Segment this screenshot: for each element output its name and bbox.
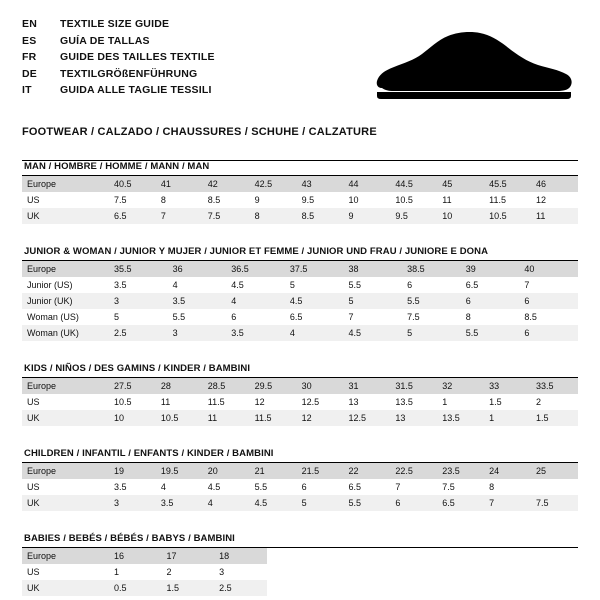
- cell: 4.5: [344, 325, 403, 341]
- cell: 13: [390, 410, 437, 426]
- cell: 9: [343, 208, 390, 224]
- cell: 0.5: [109, 580, 162, 596]
- cell: 5.5: [461, 325, 520, 341]
- cell: 17: [162, 548, 215, 564]
- cell: 25: [531, 463, 578, 479]
- cell: 3.5: [156, 495, 203, 511]
- table-row: [22, 410, 578, 426]
- cell: 29.5: [250, 378, 297, 394]
- language-title: GUIDE DES TAILLES TEXTILE: [60, 51, 215, 63]
- cell: 23.5: [437, 463, 484, 479]
- section-children: [22, 448, 578, 511]
- cell: 8: [489, 482, 495, 492]
- language-code: DE: [22, 67, 37, 80]
- cell: 21.5: [297, 463, 344, 479]
- table-row: [22, 309, 578, 325]
- cell: 2.5: [109, 325, 168, 341]
- language-code: EN: [22, 18, 37, 30]
- cell: 19: [109, 463, 156, 479]
- cell: 5.5: [402, 293, 461, 309]
- cell: 7: [484, 495, 531, 511]
- cell: 44: [343, 176, 390, 192]
- cell: 7.5: [531, 495, 578, 511]
- cell: 2: [166, 567, 172, 577]
- cell: 6: [301, 482, 307, 492]
- cell: 11.5: [207, 397, 225, 407]
- cell: 1: [484, 410, 531, 426]
- document-header: [22, 18, 578, 110]
- row-label: UK: [22, 580, 109, 596]
- cell: 3.5: [226, 325, 285, 341]
- table-row: [22, 495, 578, 511]
- cell: 3: [168, 325, 227, 341]
- cell: 5: [114, 312, 120, 322]
- cell: 18: [214, 548, 267, 564]
- section-title: BABIES / BEBÉS / BÉBÉS / BABYS / BAMBINI: [22, 533, 578, 548]
- section-title: CHILDREN / INFANTIL / ENFANTS / KINDER / BAMBINI: [22, 448, 578, 463]
- language-code: FR: [22, 51, 37, 63]
- cell: 4: [285, 325, 344, 341]
- cell: 19.5: [156, 463, 203, 479]
- cell: 12: [297, 410, 344, 426]
- cell: 12: [536, 195, 547, 205]
- cell: 8: [250, 208, 297, 224]
- cell: 2: [536, 397, 542, 407]
- cell: 1: [114, 567, 120, 577]
- table-row: [22, 208, 578, 224]
- cell: [531, 479, 578, 495]
- cell: 6: [231, 312, 237, 322]
- cell: 5.5: [348, 280, 362, 290]
- cell: 33: [484, 378, 531, 394]
- row-label: Europe: [22, 548, 109, 564]
- cell: 10.5: [114, 397, 132, 407]
- table-row: [22, 293, 578, 309]
- cell: 22: [343, 463, 390, 479]
- cell: 20: [203, 463, 250, 479]
- cell: 4: [203, 495, 250, 511]
- cell: 6: [519, 325, 578, 341]
- cell: 6.5: [289, 312, 303, 322]
- cell: 39: [461, 261, 520, 277]
- cell: 36: [168, 261, 227, 277]
- cell: 5: [289, 280, 295, 290]
- row-label: Europe: [22, 176, 109, 192]
- cell: 6: [390, 495, 437, 511]
- table-row: [22, 277, 578, 293]
- cell: 7.5: [114, 195, 127, 205]
- size-table-man: [22, 176, 578, 224]
- cell: 33.5: [531, 378, 578, 394]
- cell: 3: [109, 495, 156, 511]
- cell: 5: [344, 293, 403, 309]
- cell: 10: [348, 195, 359, 205]
- row-label: Europe: [22, 463, 109, 479]
- table-row: [22, 325, 578, 341]
- cell: 31: [343, 378, 390, 394]
- section-kids: [22, 363, 578, 426]
- row-label: US: [27, 397, 40, 407]
- language-code: IT: [22, 84, 32, 96]
- table-row: [22, 192, 578, 208]
- table-row: [22, 394, 578, 410]
- cell: 7: [524, 280, 530, 290]
- category-title: FOOTWEAR / CALZADO / CHAUSSURES / SCHUHE / CALZATURE: [22, 126, 377, 138]
- cell: 4: [160, 482, 166, 492]
- row-label: Junior (UK): [22, 293, 109, 309]
- cell: 6.5: [348, 482, 361, 492]
- table-row: [22, 463, 578, 479]
- cell: 37.5: [285, 261, 344, 277]
- dress-shoe-icon: [374, 30, 574, 102]
- cell: 11.5: [489, 195, 506, 205]
- cell: 28: [156, 378, 203, 394]
- cell: 27.5: [109, 378, 156, 394]
- cell: 6.5: [465, 280, 479, 290]
- cell: 11: [442, 195, 452, 205]
- cell: 4.5: [285, 293, 344, 309]
- cell: 31.5: [390, 378, 437, 394]
- language-title: GUÍA DE TALLAS: [60, 34, 150, 47]
- cell: 4.5: [207, 482, 221, 492]
- cell: 10: [109, 410, 156, 426]
- cell: 7: [348, 312, 354, 322]
- cell: 7: [395, 482, 401, 492]
- cell: 13.5: [437, 410, 484, 426]
- cell: 1.5: [162, 580, 215, 596]
- cell: 9: [254, 195, 260, 205]
- cell: 5: [402, 325, 461, 341]
- cell: 3.5: [114, 280, 127, 290]
- row-label: Woman (UK): [22, 325, 109, 341]
- cell: 11: [531, 208, 578, 224]
- cell: 13: [348, 397, 359, 407]
- row-label: UK: [22, 208, 109, 224]
- cell: 6.5: [109, 208, 156, 224]
- language-code: ES: [22, 34, 37, 47]
- cell: 30: [297, 378, 344, 394]
- cell: 22.5: [390, 463, 437, 479]
- cell: 9.5: [301, 195, 315, 205]
- section-title: KIDS / NIÑOS / DES GAMINS / KINDER / BAMBINI: [22, 363, 578, 378]
- cell: 13.5: [395, 397, 413, 407]
- cell: 12.5: [343, 410, 390, 426]
- cell: 40.5: [109, 176, 156, 192]
- cell: 6: [461, 293, 520, 309]
- cell: 11: [203, 410, 250, 426]
- table-row: [22, 548, 267, 564]
- cell: 3: [219, 567, 225, 577]
- cell: 1: [442, 397, 448, 407]
- section-title: MAN / HOMBRE / HOMME / MANN / MAN: [22, 161, 578, 176]
- size-table-babies: [22, 548, 267, 596]
- cell: 9.5: [390, 208, 437, 224]
- cell: 2.5: [214, 580, 267, 596]
- cell: 41: [156, 176, 203, 192]
- row-label: Junior (US): [27, 280, 73, 290]
- cell: 12: [254, 397, 265, 407]
- cell: 6: [519, 293, 578, 309]
- cell: 7: [156, 208, 203, 224]
- row-label: Europe: [22, 261, 109, 277]
- cell: 16: [109, 548, 162, 564]
- language-title: GUIDA ALLE TAGLIE TESSILI: [60, 84, 212, 96]
- cell: 4: [226, 293, 285, 309]
- cell: 44.5: [390, 176, 437, 192]
- cell: 8.5: [524, 312, 537, 322]
- cell: 5.5: [254, 482, 268, 492]
- table-row: [22, 378, 578, 394]
- cell: 21: [250, 463, 297, 479]
- cell: 24: [484, 463, 531, 479]
- cell: 45.5: [484, 176, 531, 192]
- cell: 43: [297, 176, 344, 192]
- row-label: Europe: [22, 378, 109, 394]
- cell: 10.5: [484, 208, 531, 224]
- size-table-junior-woman: [22, 261, 578, 341]
- cell: 5: [297, 495, 344, 511]
- cell: 10.5: [395, 195, 413, 205]
- size-table-kids: [22, 378, 578, 426]
- cell: 38.5: [402, 261, 461, 277]
- cell: 38: [344, 261, 403, 277]
- cell: 6: [407, 280, 413, 290]
- row-label: UK: [22, 495, 109, 511]
- table-row: [22, 479, 578, 495]
- cell: 11.5: [250, 410, 297, 426]
- cell: 11: [160, 397, 171, 407]
- cell: 42: [203, 176, 250, 192]
- cell: 3.5: [168, 293, 227, 309]
- row-label: Woman (US): [27, 312, 79, 322]
- language-title: TEXTILE SIZE GUIDE: [60, 18, 170, 30]
- row-label: US: [27, 195, 40, 205]
- cell: 35.5: [109, 261, 168, 277]
- cell: 4.5: [231, 280, 244, 290]
- cell: 10: [437, 208, 484, 224]
- cell: 42.5: [250, 176, 297, 192]
- cell: 8: [465, 312, 471, 322]
- table-row: [22, 564, 267, 580]
- table-row: [22, 176, 578, 192]
- cell: 1.5: [531, 410, 578, 426]
- cell: 7.5: [407, 312, 420, 322]
- cell: 12.5: [301, 397, 320, 407]
- section-man: [22, 160, 578, 224]
- section-babies: [22, 533, 578, 596]
- row-label: US: [27, 482, 40, 492]
- section-title: JUNIOR & WOMAN / JUNIOR Y MUJER / JUNIOR ET FEMME / JUNIOR UND FRAU / JUNIORE E DONA: [22, 246, 578, 261]
- cell: 4.5: [250, 495, 297, 511]
- cell: 7.5: [203, 208, 250, 224]
- table-row: [22, 261, 578, 277]
- cell: 32: [437, 378, 484, 394]
- cell: 1.5: [489, 397, 502, 407]
- cell: 3.5: [114, 482, 127, 492]
- row-label: US: [27, 567, 40, 577]
- section-junior-woman: [22, 246, 578, 341]
- table-row: [22, 580, 267, 596]
- cell: 36.5: [226, 261, 285, 277]
- cell: 40: [519, 261, 578, 277]
- cell: 8.5: [297, 208, 344, 224]
- cell: 7.5: [442, 482, 455, 492]
- row-label: UK: [22, 410, 109, 426]
- cell: 8: [160, 195, 166, 205]
- cell: 46: [531, 176, 578, 192]
- cell: 28.5: [203, 378, 250, 394]
- cell: 5.5: [172, 312, 186, 322]
- cell: 5.5: [343, 495, 390, 511]
- cell: 3: [109, 293, 168, 309]
- cell: 6.5: [437, 495, 484, 511]
- cell: 45: [437, 176, 484, 192]
- cell: 4: [172, 280, 178, 290]
- size-table-children: [22, 463, 578, 511]
- cell: 8.5: [207, 195, 221, 205]
- cell: 10.5: [156, 410, 203, 426]
- language-title: TEXTILGRÖßENFÜHRUNG: [60, 67, 198, 80]
